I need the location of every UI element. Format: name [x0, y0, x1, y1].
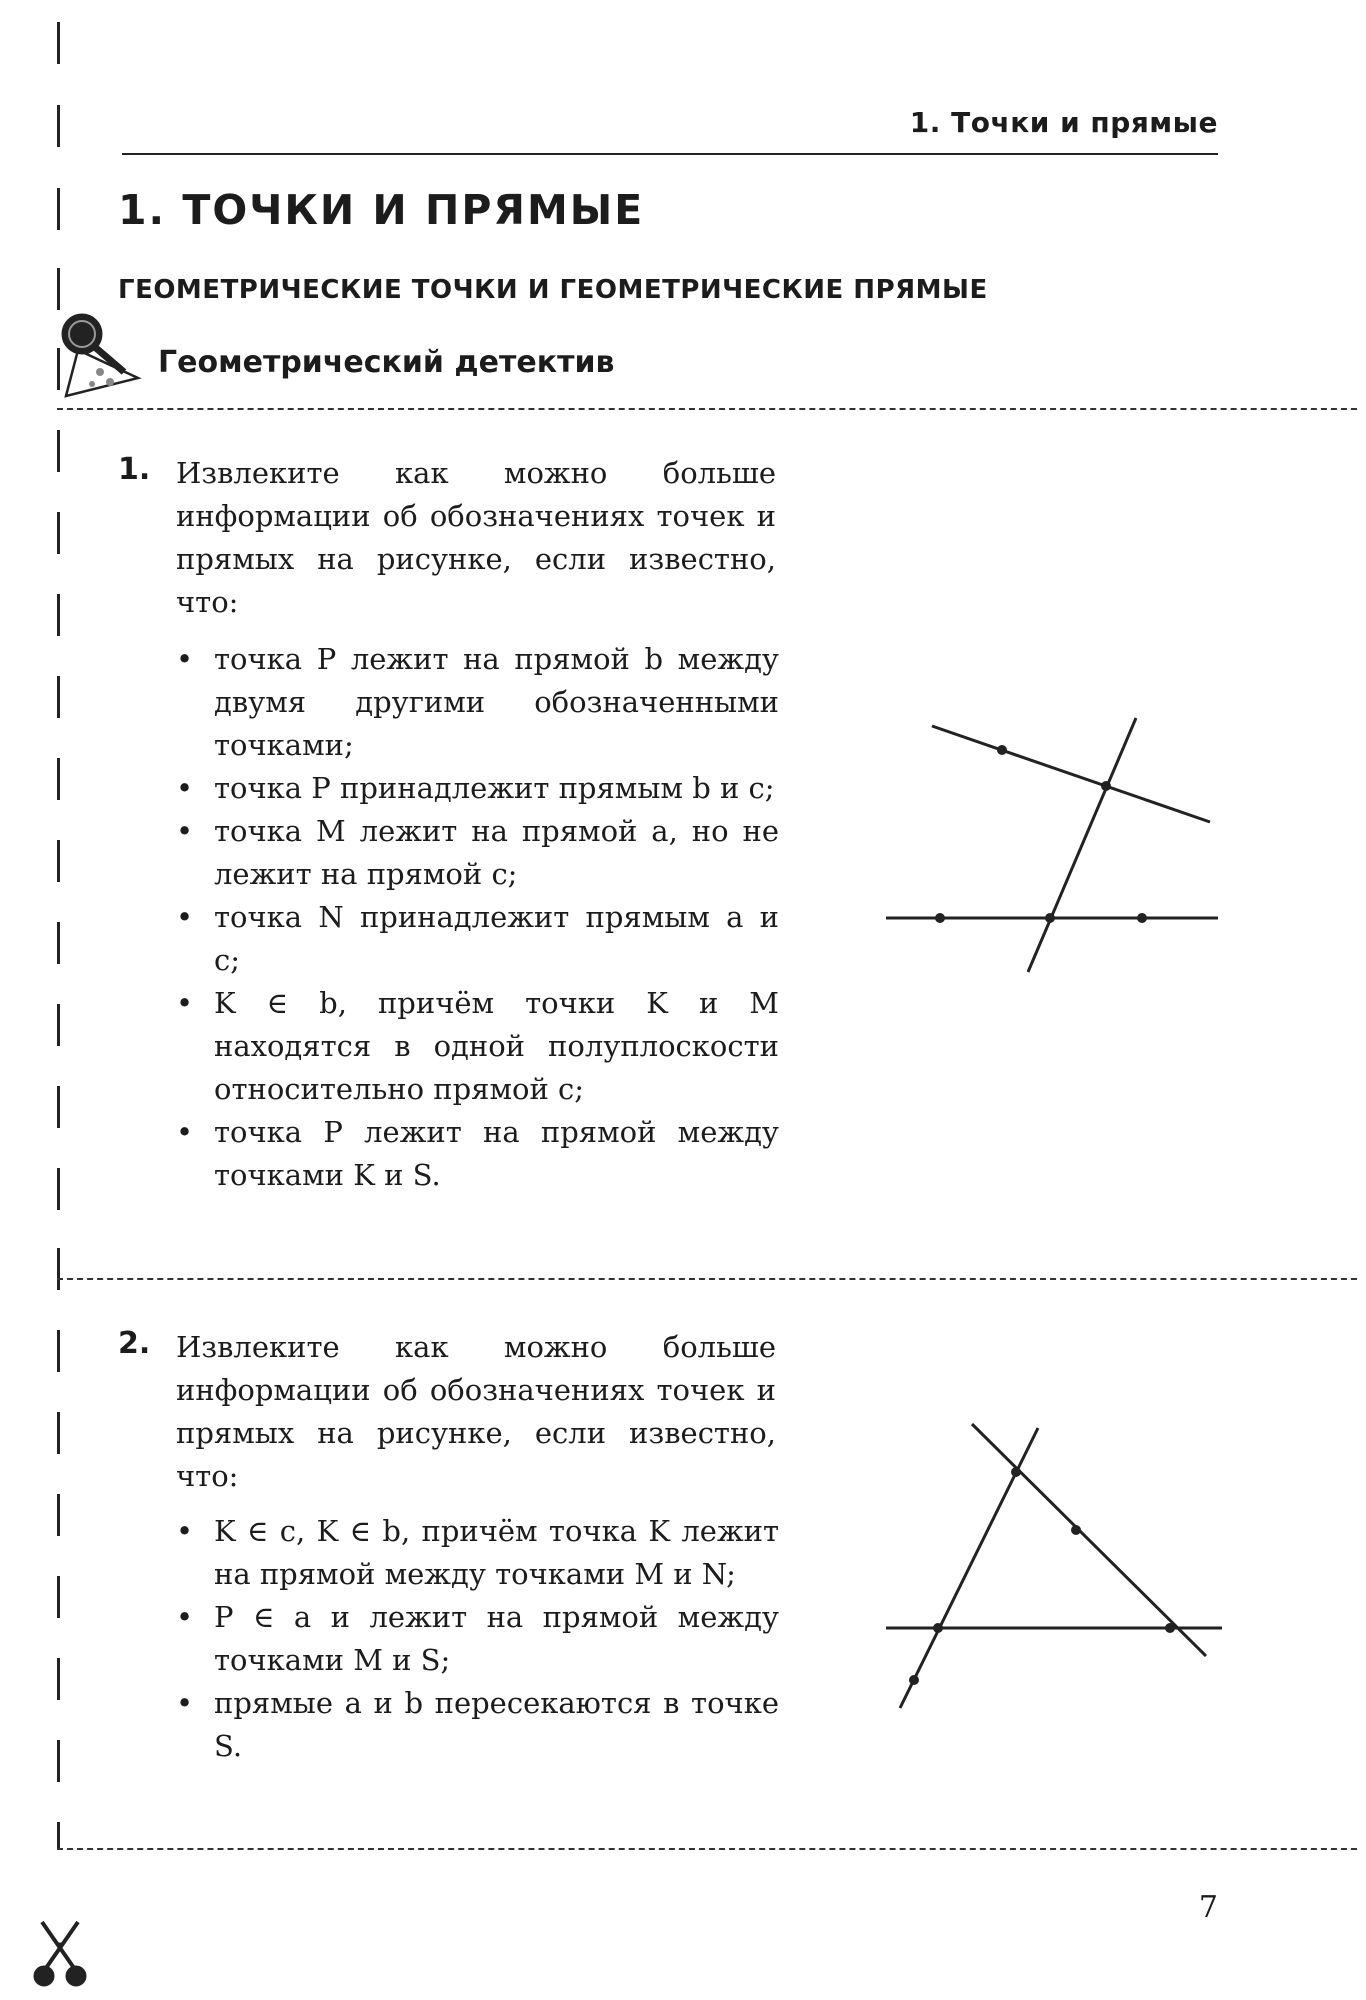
cut-line-horizontal — [57, 408, 1357, 410]
figure-2 — [870, 1410, 1230, 1730]
task-intro: Извлеките как можно больше информации об обозначениях точек и прямых на рисунке, если известно, что: — [176, 456, 776, 619]
point — [1045, 913, 1055, 923]
cut-line-segment — [57, 1412, 60, 1454]
chapter-title: 1. ТОЧКИ И ПРЯМЫЕ — [118, 186, 645, 234]
cut-line-segment — [57, 1658, 60, 1700]
scissors-icon — [30, 1918, 90, 1988]
cut-line-segment — [57, 1330, 60, 1372]
line-slanted — [1028, 718, 1136, 972]
cut-line-segment — [57, 1004, 60, 1046]
line-top — [932, 726, 1210, 822]
list-item: • точка M лежит на прямой a, но не лежит на прямой c; — [176, 810, 779, 896]
rubric-title: Геометрический детектив — [158, 345, 615, 380]
cut-line-segment — [57, 922, 60, 964]
list-item: • прямые a и b пересекаются в точке S. — [176, 1682, 779, 1768]
section-title: ГЕОМЕТРИЧЕСКИЕ ТОЧКИ И ГЕОМЕТРИЧЕСКИЕ ПРЯМЫЕ — [118, 275, 988, 305]
point — [933, 1623, 943, 1633]
line-a — [972, 1424, 1206, 1656]
cut-line-horizontal — [57, 1278, 1357, 1280]
list-item: • точка P лежит на прямой между точками K и S. — [176, 1111, 779, 1197]
cut-line-horizontal — [57, 1848, 1357, 1850]
list-item: • K ∈ b, причём точки K и M находятся в одной полуплоскости относительно прямой c; — [176, 982, 779, 1111]
point — [935, 913, 945, 923]
cut-line-segment — [57, 1168, 60, 1210]
task-intro: Извлеките как можно больше информации об обозначениях точек и прямых на рисунке, если известно, что: — [176, 1330, 776, 1493]
point — [1137, 913, 1147, 923]
point — [997, 745, 1007, 755]
list-item: • точка N принадлежит прямым a и c; — [176, 896, 779, 982]
cut-line-segment — [57, 676, 60, 718]
cut-line-segment — [57, 758, 60, 800]
list-item: • P ∈ a и лежит на прямой между точками M и S; — [176, 1596, 779, 1682]
cut-line-segment — [57, 1576, 60, 1618]
cut-line-segment — [57, 22, 60, 64]
cut-line-segment — [57, 840, 60, 882]
point — [1071, 1525, 1081, 1535]
task-bullets — [176, 638, 779, 1197]
cut-line-segment — [57, 1494, 60, 1536]
point — [909, 1675, 919, 1685]
list-item: • точка P лежит на прямой b между двумя другими обозначенными точками; — [176, 638, 779, 767]
header-rule — [122, 153, 1218, 155]
running-header: 1. Точки и прямые — [909, 106, 1218, 139]
cut-line-segment — [57, 268, 60, 310]
list-item: • K ∈ c, K ∈ b, причём точка K лежит на прямой между точками M и N; — [176, 1510, 779, 1596]
magnifier-triangle-icon — [58, 310, 150, 400]
point — [1101, 781, 1111, 791]
cut-line-segment — [57, 188, 60, 230]
point — [1165, 1623, 1175, 1633]
point — [1011, 1467, 1021, 1477]
task-number: 2. — [118, 1326, 151, 1361]
page-number: 7 — [1198, 1890, 1218, 1925]
task-bullets — [176, 1510, 779, 1768]
figure-1 — [870, 700, 1230, 1000]
cut-line-segment — [57, 1248, 60, 1290]
cut-line-segment — [57, 512, 60, 554]
cut-line-segment — [57, 1822, 60, 1850]
cut-line-segment — [57, 430, 60, 472]
list-item: • точка P принадлежит прямым b и c; — [176, 767, 779, 810]
cut-line-segment — [57, 594, 60, 636]
cut-line-segment — [57, 1086, 60, 1128]
cut-line-segment — [57, 1740, 60, 1782]
task-number: 1. — [118, 452, 151, 487]
cut-line-segment — [57, 105, 60, 147]
